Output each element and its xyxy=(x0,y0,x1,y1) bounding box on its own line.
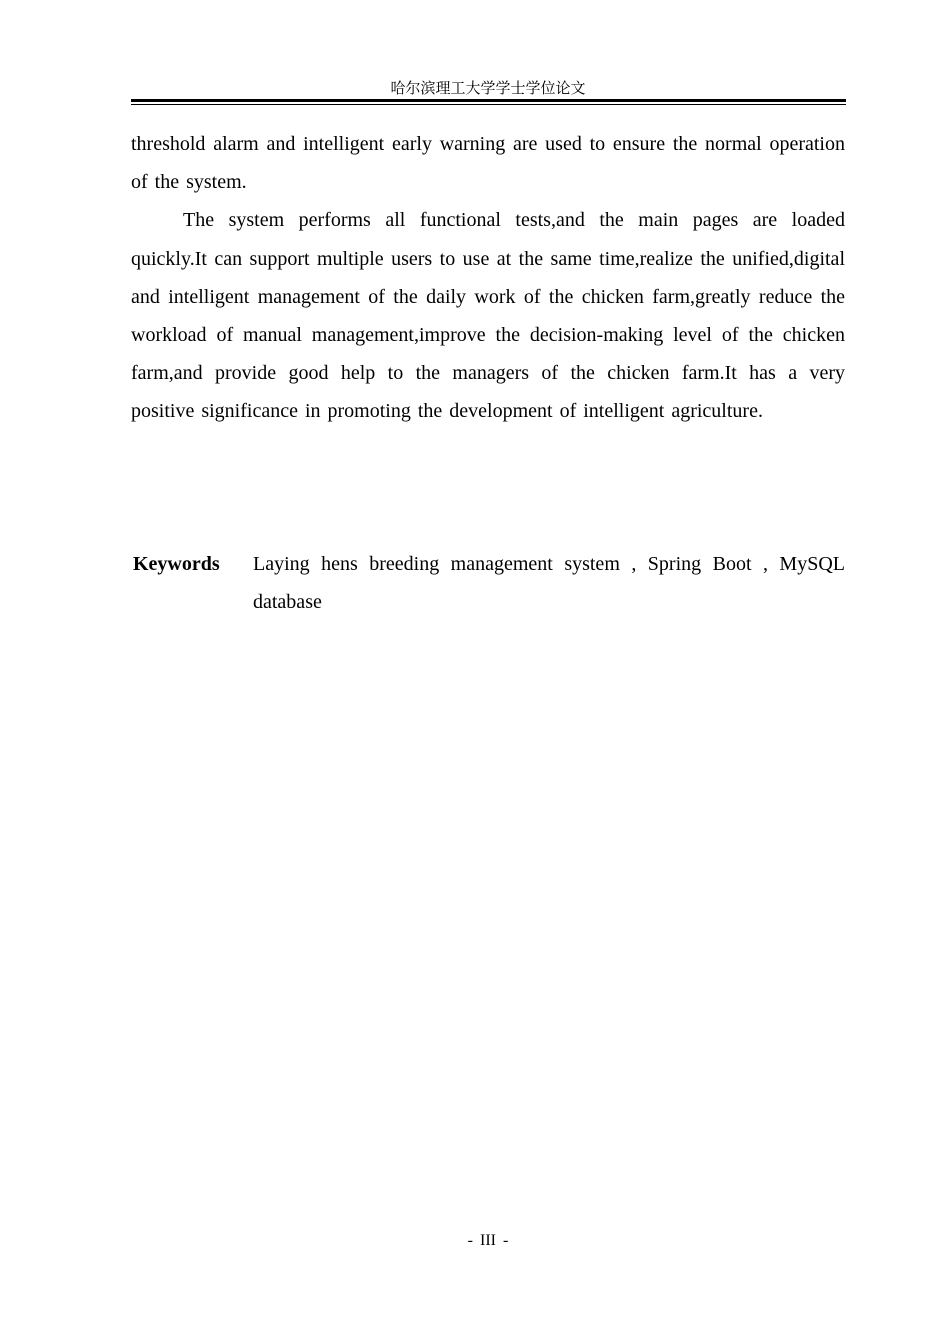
page-number: - III - xyxy=(467,1232,509,1249)
running-header: 哈尔滨理工大学学士学位论文 xyxy=(390,79,586,97)
abstract-body xyxy=(131,125,845,431)
keywords-list: Laying hens breeding management system , Spring Boot , MySQL database xyxy=(253,553,845,614)
abstract-paragraph: The system performs all functional tests,and the main pages are loaded quickly.It can support multiple users to use at the same time,realize the unified,digital and intelligent management of the daily work of the chicken farm,greatly reduce the workload of manual management,improve the decision-making level of the chicken farm,and provide good help to the managers of the chicken farm.It has a very positive significance in promoting the development of intelligent agriculture. xyxy=(131,209,845,423)
abstract-paragraph-continued: threshold alarm and intelligent early warning are used to ensure the normal operation of the system. xyxy=(131,133,845,194)
keywords-label: Keywords xyxy=(133,553,220,575)
header-rule-thick xyxy=(131,99,846,102)
keywords-section xyxy=(131,545,845,621)
header-rule-thin xyxy=(131,104,846,105)
